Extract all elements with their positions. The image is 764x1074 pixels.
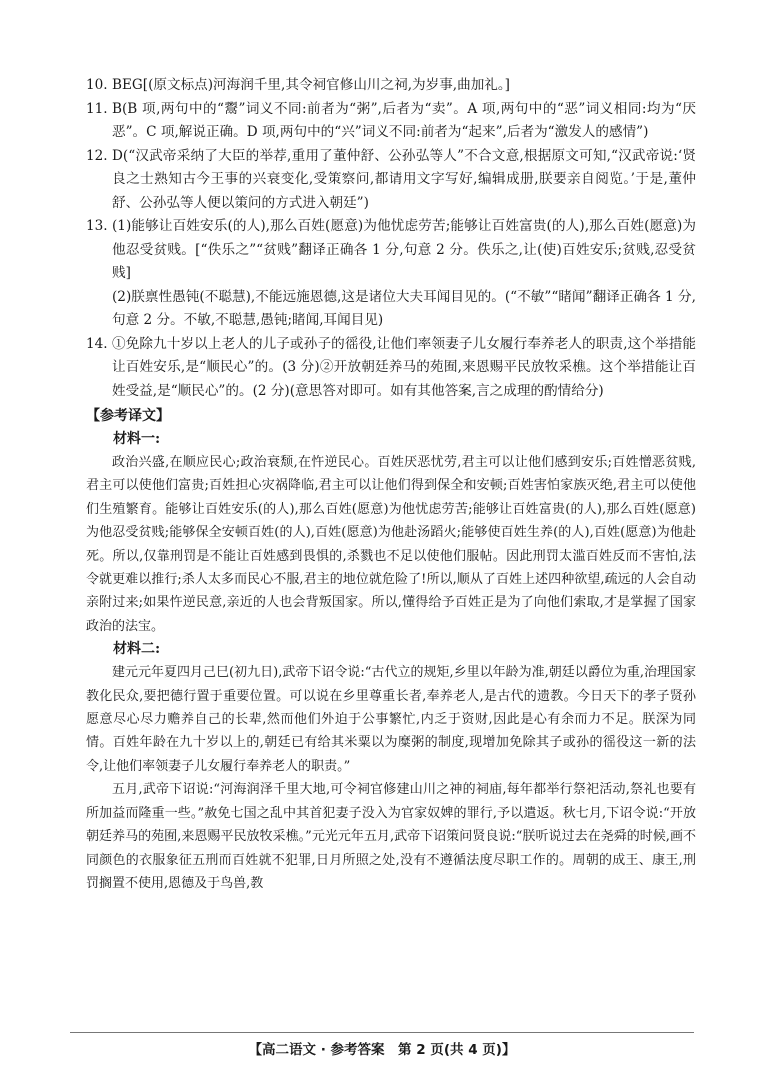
answer-text: ①免除九十岁以上老人的儿子或孙子的徭役,让他们率领妻子儿女履行奉养老人的职责,这个举措能让百姓安乐,是“顺民心”的。(3 分)②开放朝廷养马的苑囿,来恩赐平民放牧采樵。这个举措能让百姓受益,是“顺民心”的。(2 分)(意思答对即可。如有其他答案,言之成理的酌情给分) (112, 335, 696, 399)
answer-text-part-2: (2)朕禀性愚钝(不聪慧),不能远施恩德,这是诸位大夫耳闻目见的。(“不敏”“睹闻”翻译正确各 1 分,句意 2 分。不敏,不聪慧,愚钝;睹闻,耳闻目见) (112, 288, 696, 328)
answer-13 (86, 215, 696, 333)
answer-number: 11. (86, 100, 108, 117)
answer-text: B(B 项,两句中的“鬻”词义不同:前者为“粥”,后者为“卖”。A 项,两句中的“恶”词义相同:均为“厌恶”。C 项,解说正确。D 项,两句中的“兴”词义不同:前者为“起来”,后者为“激发人的感情”) (112, 100, 696, 140)
answer-11 (86, 98, 696, 145)
answer-number: 14. (86, 335, 108, 352)
page-content (86, 74, 696, 895)
translation-heading: 【参考译文】 (86, 408, 170, 424)
material-2-title: 材料二: (113, 641, 161, 658)
answer-text: (1)能够让百姓安乐(的人),那么百姓(愿意)为他忧虑劳苦;能够让百姓富贵(的人),那么百姓(愿意)为他忍受贫贱。[“佚乐之”“贫贱”翻译正确各 1 分,句意 2 分。佚乐之,让(使)百姓安乐;贫贱,忍受贫贱] (112, 218, 696, 281)
answer-14 (86, 333, 696, 404)
footer-rule (70, 1032, 694, 1033)
answer-number: 13. (86, 218, 108, 234)
material-1-text: 政治兴盛,在顺应民心;政治衰颓,在忤逆民心。百姓厌恶忧劳,君主可以让他们感到安乐;百姓憎恶贫贱,君主可以使他们富贵;百姓担心灾祸降临,君主可以让他们得到保全和安顿;百姓害怕家族灭绝,君主可以使他们生殖繁育。能够让百姓安乐(的人),那么百姓(愿意)为他忧虑劳苦;能够让百姓富贵(的人),那么百姓(愿意)为他忍受贫贱;能够保全安顿百姓(的人),百姓(愿意)为他赴汤蹈火;能够使百姓生养(的人),百姓(愿意)为他赴死。所以,仅靠刑罚是不能让百姓感到畏惧的,杀戮也不足以使他们服帖。因此刑罚太滥百姓反而不害怕,法令就更难以推行;杀人太多而民心不服,君主的地位就危险了!所以,顺从了百姓上述四种欲望,疏远的人会自动亲附过来;如果忤逆民意,亲近的人也会背叛国家。所以,懂得给予百姓正是为了向他们索取,才是掌握了国家政治的法宝。 (86, 455, 696, 634)
material-2-paragraph-2: 五月,武帝下诏说:“河海润泽千里大地,可令祠官修建山川之神的祠庙,每年都举行祭祀活动,祭礼也要有所加益而隆重一些。”赦免七国之乱中其首犯妻子没入为官家奴婢的罪行,予以遣返。秋七月,下诏令说:“开放朝廷养马的苑囿,来恩赐平民放牧采樵。”元光元年五月,武帝下诏策问贤良说:“朕听说过去在尧舜的时候,画不同颜色的衣服象征五刑而百姓就不犯罪,日月所照之处,没有不遵循法度尽职工作的。周朝的成王、康王,刑罚搁置不使用,恩德及于鸟兽,教 (86, 782, 696, 891)
answer-12 (86, 145, 696, 216)
footer-text: 【高二语文 · 参考答案 第 2 页(共 4 页)】 (248, 1042, 516, 1058)
answer-10 (86, 74, 696, 98)
page-footer (0, 1038, 764, 1058)
material-2-paragraph-1: 建元元年夏四月己巳(初九日),武帝下诏令说:“古代立的规矩,乡里以年龄为准,朝廷以爵位为重,治理国家教化民众,要把德行置于重要位置。可以说在乡里尊重长者,奉养老人,是古代的遗教。今日天下的孝子贤孙愿意尽心尽力赡养自己的长辈,然而他们外迫于公事繁忙,内乏于资财,因此是心有余而力不足。朕深为同情。百姓年龄在九十岁以上的,朝廷已有给其米粟以为糜粥的制度,现增加免除其子或孙的徭役这一新的法令,让他们率领妻子儿女履行奉养老人的职责。” (86, 665, 696, 774)
answer-text: D(“汉武帝采纳了大臣的举荐,重用了董仲舒、公孙弘等人”不合文意,根据原文可知,“汉武帝说:‘贤良之士熟知古今王事的兴衰变化,受策察问,都请用文字写好,编辑成册,朕要亲自阅览。’于是,董仲舒、公孙弘等人便以策问的方式进入朝廷”) (112, 147, 696, 211)
answer-text: BEG[(原文标点)河海润千里,其令祠官修山川之祠,为岁事,曲加礼。] (112, 77, 510, 93)
material-1-title: 材料一: (113, 431, 161, 447)
answer-number: 10. (86, 77, 108, 93)
answer-number: 12. (86, 147, 108, 164)
